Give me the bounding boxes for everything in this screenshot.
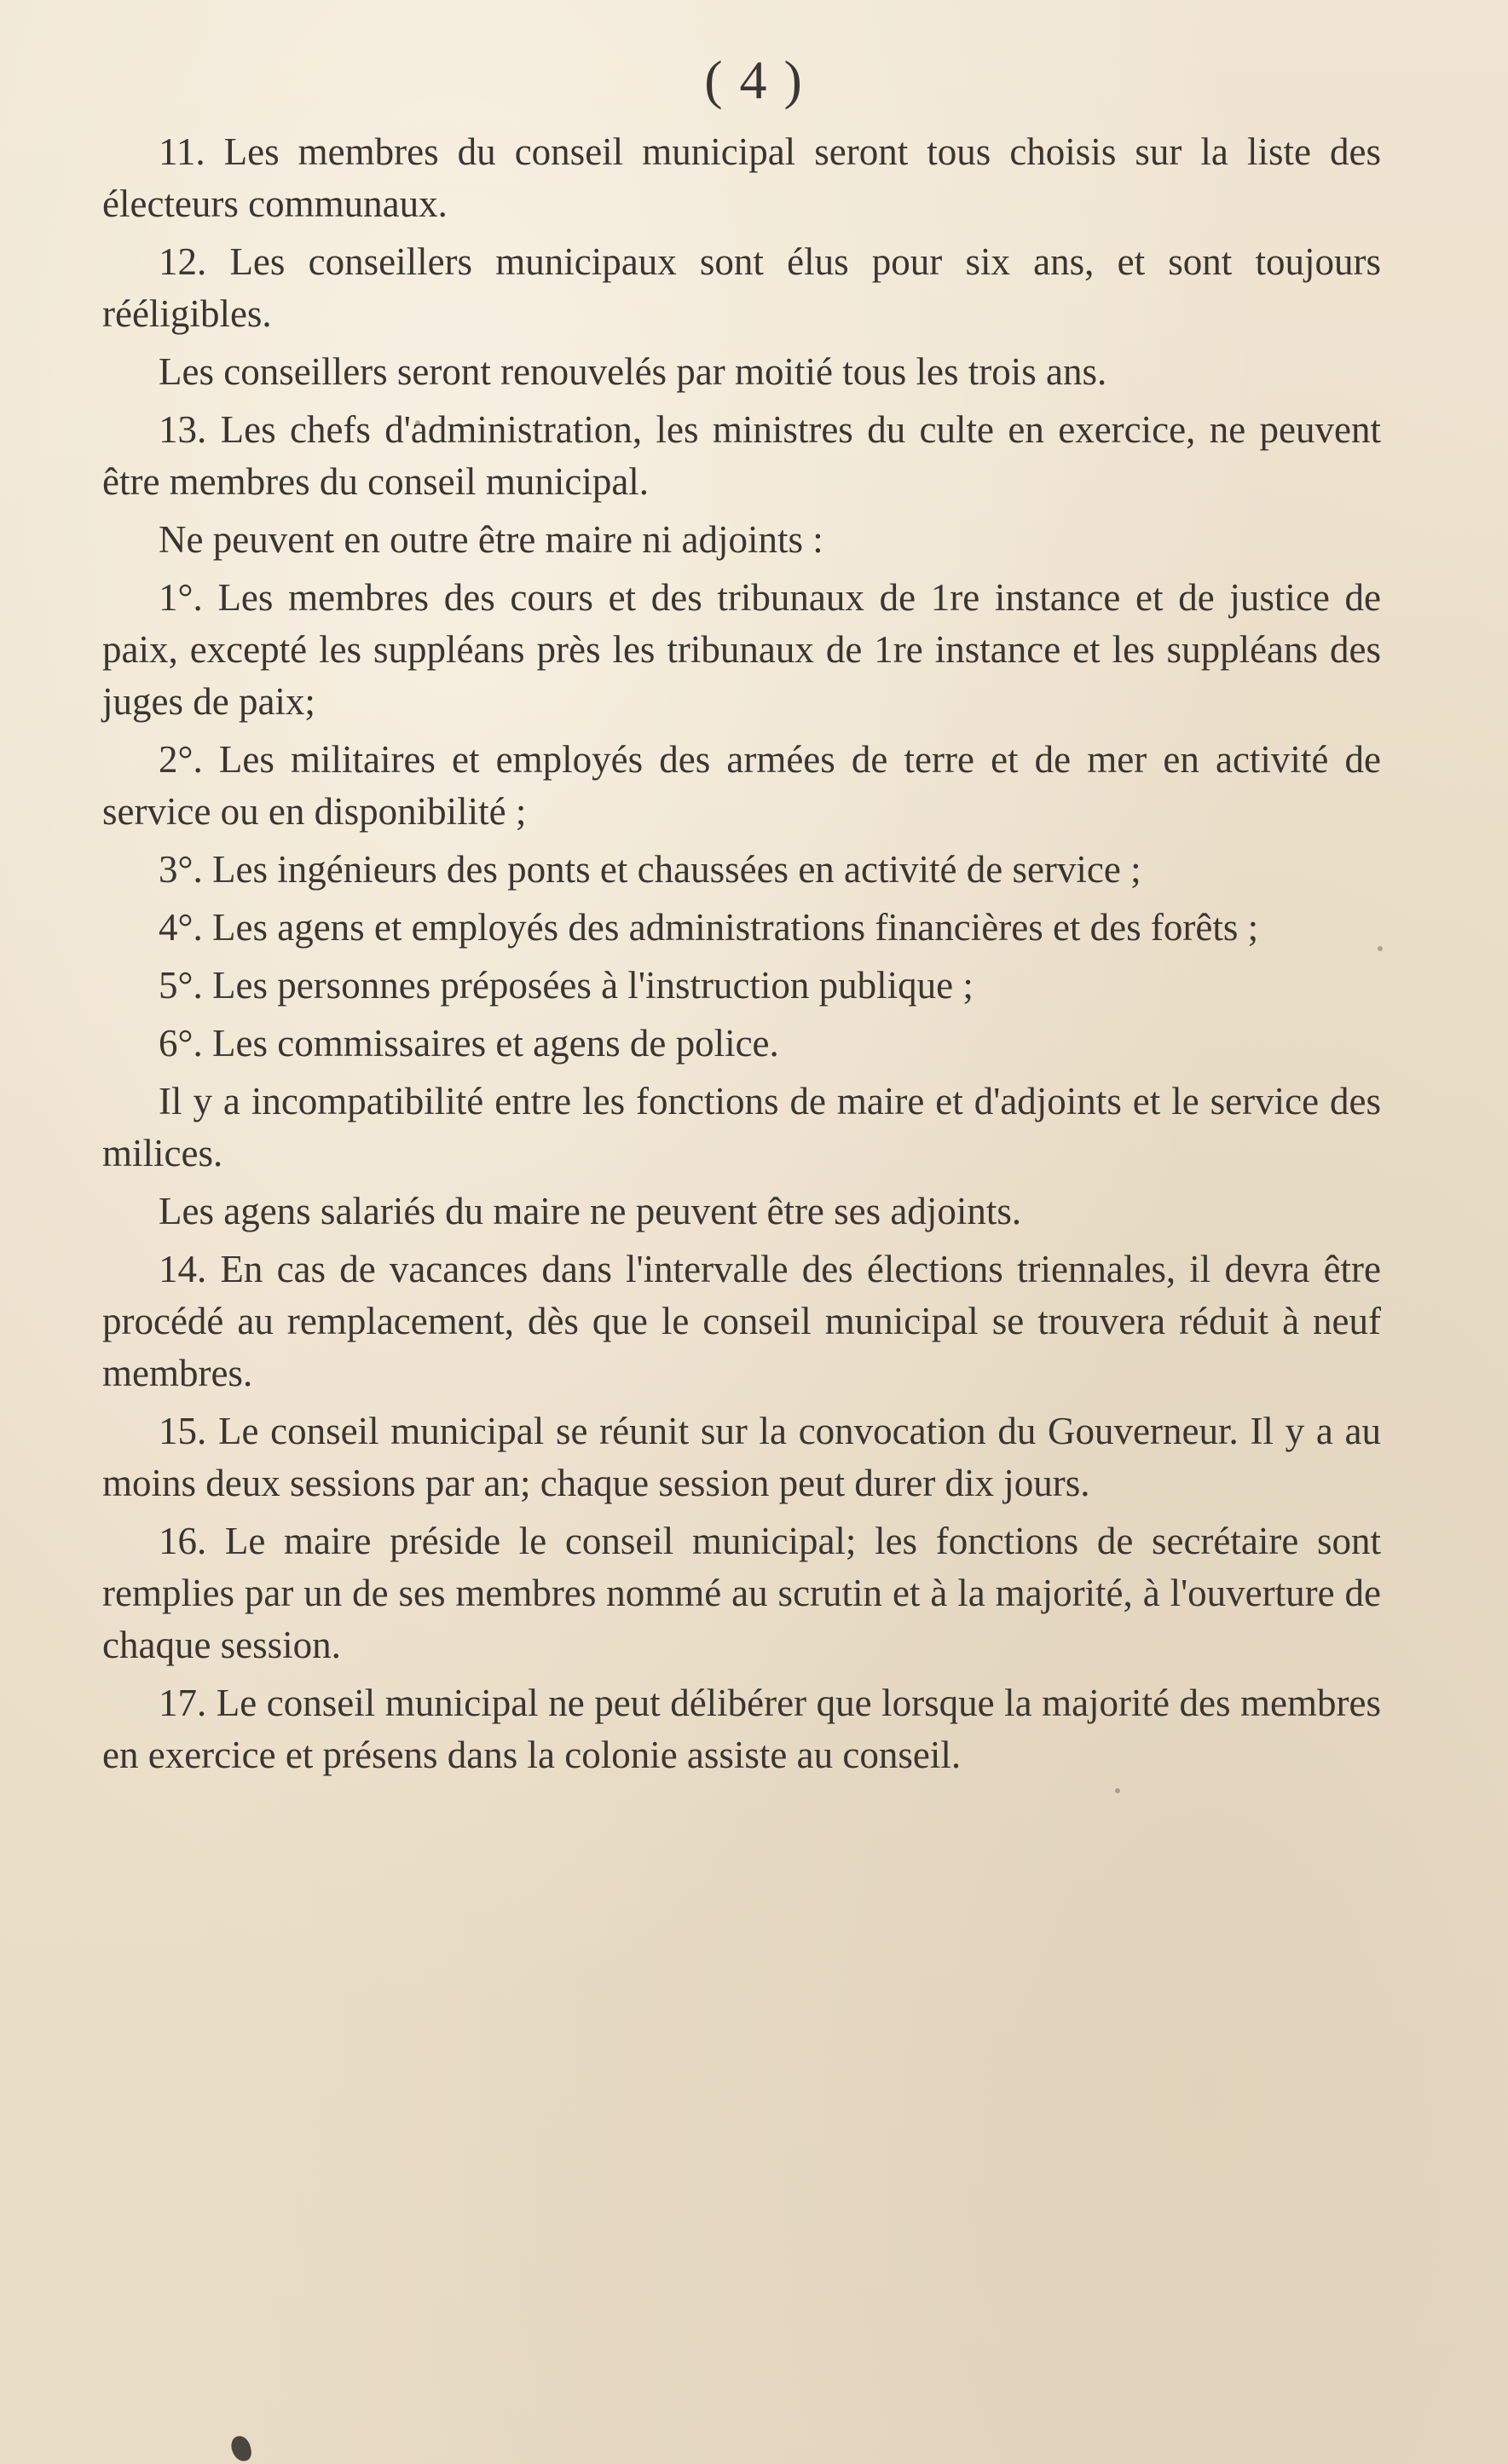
page-number: ( 4 ) [704, 49, 804, 110]
paragraph-exclusion-6: 6°. Les commissaires et agens de police. [159, 1022, 779, 1065]
paragraph-renewal: Les conseillers seront renouvelés par moitié tous les trois ans. [159, 350, 1107, 393]
paragraph-salaried-agents: Les agens salariés du maire ne peuvent être ses adjoints. [159, 1190, 1022, 1232]
paragraph-exclusion-2: 2°. Les militaires et employés des armées de terre et de mer en activité de service ou en disponibilité ; [102, 738, 1381, 833]
ink-blot [229, 2434, 253, 2463]
paragraph-exclusion-3: 3°. Les ingénieurs des ponts et chaussées en activité de service ; [159, 848, 1141, 891]
article-text [102, 126, 1381, 1787]
paper-speck [1115, 1788, 1120, 1793]
paragraph-article-14: 14. En cas de vacances dans l'intervalle des élections triennales, il devra être procédé au remplacement, dès que le conseil municipal se trouvera réduit à neuf membres. [102, 1248, 1381, 1394]
paragraph-article-15: 15. Le conseil municipal se réunit sur la convocation du Gouverneur. Il y a au moins deux sessions par an; chaque session peut durer dix jours. [102, 1410, 1381, 1504]
paragraph-exclusion-5: 5°. Les personnes préposées à l'instruction publique ; [159, 964, 974, 1007]
paper-speck [1378, 946, 1383, 951]
paragraph-article-17: 17. Le conseil municipal ne peut délibérer que lorsque la majorité des membres en exercice et présens dans la colonie assiste au conseil. [102, 1682, 1381, 1776]
paper-speck [415, 420, 420, 425]
paragraph-exclusion-4: 4°. Les agens et employés des administrations financières et des forêts ; [159, 906, 1259, 949]
paragraph-article-16: 16. Le maire préside le conseil municipal; les fonctions de secrétaire sont remplies par un de ses membres nommé au scrutin et à la majorité, à l'ouverture de chaque session. [102, 1520, 1381, 1666]
paragraph-exclusion-1: 1°. Les membres des cours et des tribunaux de 1re instance et de justice de paix, excepté les suppléans près les tribunaux de 1re instance et les suppléans des juges de paix; [102, 576, 1381, 723]
paragraph-article-13: 13. Les chefs d'administration, les ministres du culte en exercice, ne peuvent être membres du conseil municipal. [102, 408, 1381, 503]
paragraph-article-12: 12. Les conseillers municipaux sont élus pour six ans, et sont toujours rééligibles. [102, 240, 1381, 335]
paragraph-article-11: 11. Les membres du conseil municipal seront tous choisis sur la liste des électeurs communaux. [102, 130, 1381, 225]
paragraph-incompatibility: Il y a incompatibilité entre les fonctions de maire et d'adjoints et le service des milices. [102, 1080, 1381, 1174]
paragraph-exclusions-intro: Ne peuvent en outre être maire ni adjoints : [159, 518, 823, 561]
